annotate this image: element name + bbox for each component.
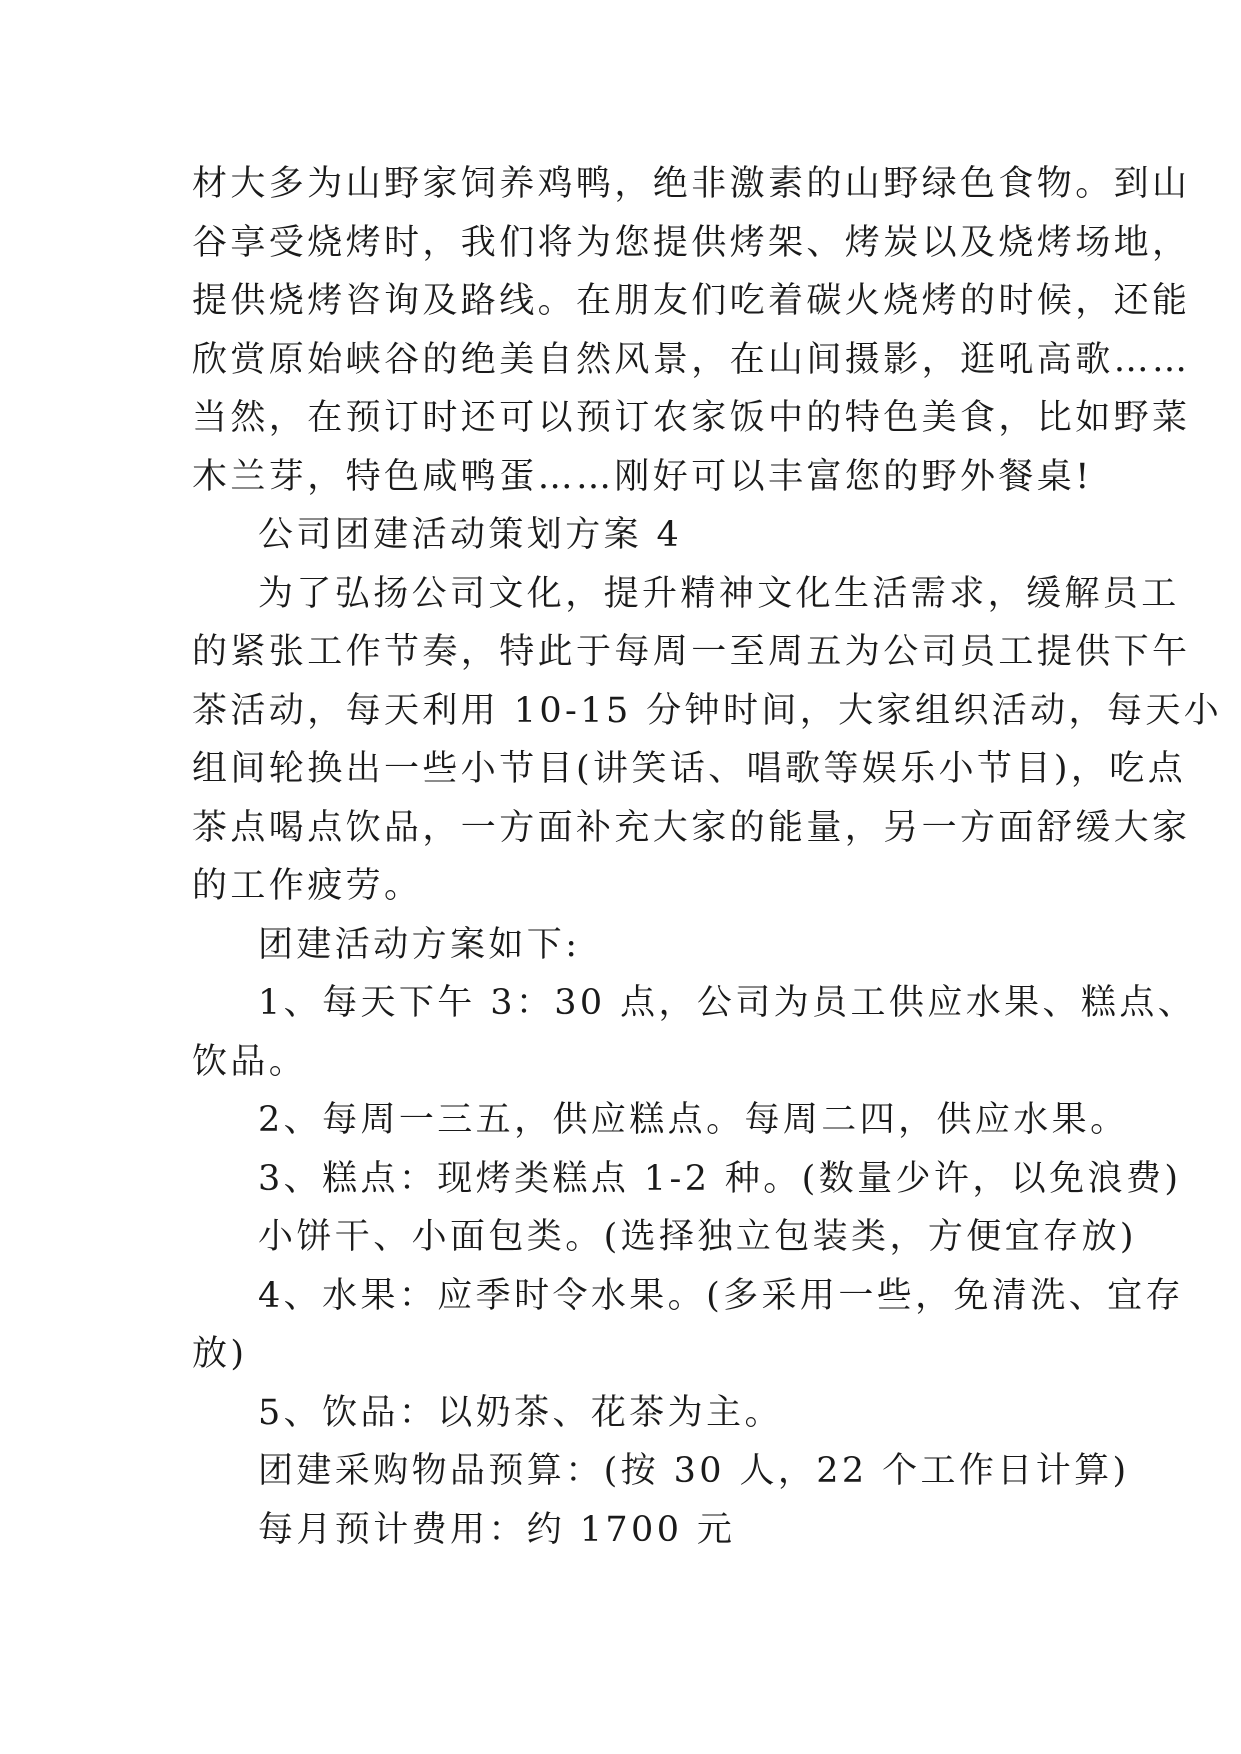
text-line: 茶活动，每天利用 10-15 分钟时间，大家组织活动，每天小 bbox=[192, 690, 1223, 731]
text-line: 的工作疲劳。 bbox=[192, 866, 423, 906]
text-line: 茶点喝点饮品，一方面补充大家的能量，另一方面舒缓大家 bbox=[192, 807, 1191, 848]
text-line: 1、每天下午 3：30 点，公司为员工供应水果、糕点、 bbox=[258, 983, 1197, 1023]
text-line: 饮品。 bbox=[192, 1041, 308, 1082]
text-line: 3、糕点：现烤类糕点 1-2 种。(数量少许，以免浪费) bbox=[258, 1158, 1182, 1199]
text-line: 组间轮换出一些小节目(讲笑话、唱歌等娱乐小节目)，吃点 bbox=[192, 749, 1187, 789]
text-line: 4、水果：应季时令水果。(多采用一些，免清洗、宜存 bbox=[258, 1275, 1184, 1316]
text-line: 木兰芽，特色咸鸭蛋……刚好可以丰富您的野外餐桌! bbox=[192, 456, 1093, 497]
text-line: 2、每周一三五，供应糕点。每周二四，供应水果。 bbox=[258, 1100, 1129, 1140]
text-line: 谷享受烧烤时，我们将为您提供烤架、烤炭以及烧烤场地， bbox=[192, 222, 1191, 263]
text-line: 材大多为山野家饲养鸡鸭，绝非激素的山野绿色食物。到山 bbox=[192, 164, 1191, 204]
text-line: 欣赏原始峡谷的绝美自然风景，在山间摄影，逛吼高歌…… bbox=[192, 339, 1191, 380]
text-line: 团建活动方案如下: bbox=[258, 924, 581, 965]
text-line: 5、饮品：以奶茶、花茶为主。 bbox=[258, 1392, 783, 1433]
document-body bbox=[192, 155, 1223, 1559]
text-line: 提供烧烤咨询及路线。在朋友们吃着碳火烧烤的时候，还能 bbox=[192, 281, 1191, 321]
text-line: 每月预计费用：约 1700 元 bbox=[258, 1509, 736, 1550]
text-line: 的紧张工作节奏，特此于每周一至周五为公司员工提供下午 bbox=[192, 632, 1191, 672]
text-line: 公司团建活动策划方案 4 bbox=[258, 515, 683, 555]
text-line: 为了弘扬公司文化，提升精神文化生活需求，缓解员工 bbox=[258, 573, 1180, 614]
text-line: 小饼干、小面包类。(选择独立包装类，方便宜存放) bbox=[258, 1217, 1137, 1257]
text-line: 当然，在预订时还可以预订农家饭中的特色美食，比如野菜 bbox=[192, 398, 1191, 438]
text-line: 团建采购物品预算：(按 30 人，22 个工作日计算) bbox=[258, 1451, 1130, 1491]
text-line: 放) bbox=[192, 1334, 248, 1374]
